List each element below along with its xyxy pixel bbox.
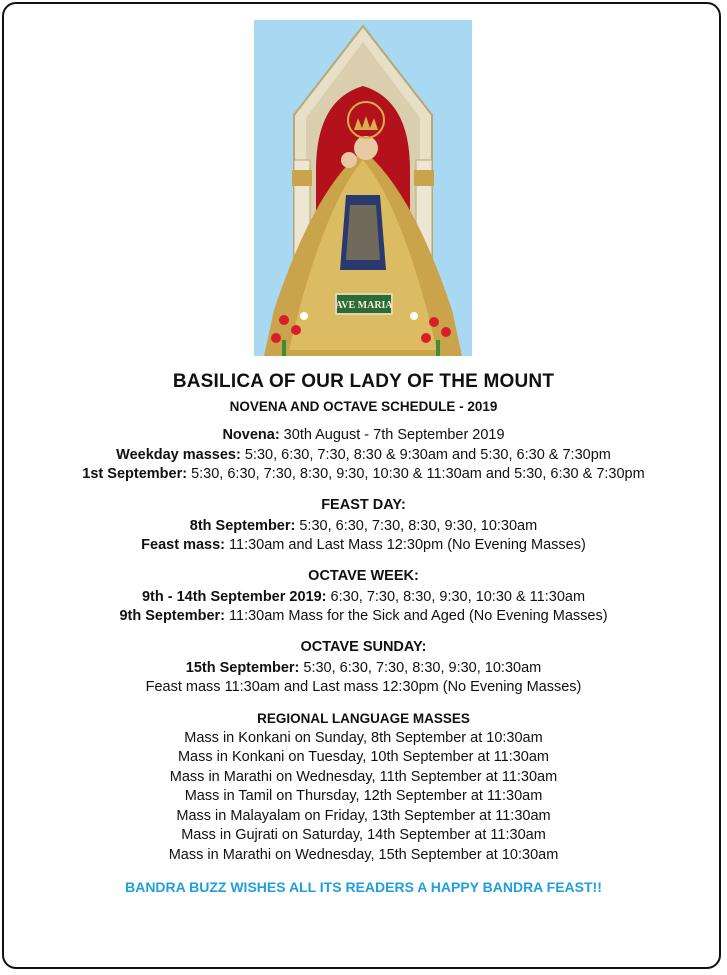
octave-sunday-line bbox=[0, 659, 727, 679]
statue-photo bbox=[254, 20, 472, 356]
feast-day-line bbox=[0, 517, 727, 537]
octave-week-heading: OCTAVE WEEK: bbox=[308, 567, 419, 584]
octave-sunday-section bbox=[0, 638, 727, 698]
regional-item: Mass in Marathi on Wednesday, 15th September at 10:30am bbox=[168, 846, 559, 863]
octave-week-label: 9th - 14th September 2019: bbox=[141, 588, 327, 605]
first-september-value: 5:30, 6:30, 7:30, 8:30, 9:30, 10:30 & 11:30am and 5:30, 6:30 & 7:30pm bbox=[187, 466, 645, 482]
feast-mass-line bbox=[0, 536, 727, 556]
sick-aged-line bbox=[0, 607, 727, 627]
feast-day-value: 5:30, 6:30, 7:30, 8:30, 9:30, 10:30am bbox=[295, 517, 538, 534]
footer-message: BANDRA BUZZ WISHES ALL ITS READERS A HAPPY BANDRA FEAST!! bbox=[125, 879, 602, 895]
feast-day-heading: FEAST DAY: bbox=[321, 496, 406, 513]
feast-mass-label: Feast mass: bbox=[141, 537, 225, 553]
our-lady-statue-image bbox=[254, 20, 472, 356]
novena-section bbox=[0, 426, 727, 485]
regional-item: Mass in Konkani on Sunday, 8th September at 10:30am bbox=[184, 729, 543, 746]
regional-item: Mass in Marathi on Wednesday, 11th September at 11:30am bbox=[169, 768, 558, 785]
regional-heading: REGIONAL LANGUAGE MASSES bbox=[257, 710, 470, 726]
feast-day-section bbox=[0, 496, 727, 556]
regional-item: Mass in Malayalam on Friday, 13th September at 11:30am bbox=[176, 807, 551, 824]
octave-sunday-note: Feast mass 11:30am and Last mass 12:30pm (No Evening Masses) bbox=[145, 679, 582, 695]
schedule-content bbox=[0, 370, 727, 911]
regional-item: Mass in Konkani on Tuesday, 10th September at 11:30am bbox=[177, 749, 550, 765]
octave-sunday-value: 5:30, 6:30, 7:30, 8:30, 9:30, 10:30am bbox=[299, 659, 542, 676]
octave-week-section bbox=[0, 567, 727, 627]
regional-item: Mass in Gujrati on Saturday, 14th September at 11:30am bbox=[181, 827, 546, 843]
weekday-masses-value: 5:30, 6:30, 7:30, 8:30 & 9:30am and 5:30, 6:30 & 7:30pm bbox=[240, 446, 611, 463]
feast-mass-value: 11:30am and Last Mass 12:30pm (No Evening Masses) bbox=[225, 537, 586, 553]
first-september-label: 1st September: bbox=[82, 466, 188, 482]
page-title: BASILICA OF OUR LADY OF THE MOUNT bbox=[172, 371, 555, 392]
regional-item: Mass in Tamil on Thursday, 12th September at 11:30am bbox=[184, 788, 543, 804]
first-september-line bbox=[0, 465, 727, 485]
novena-line bbox=[0, 426, 727, 446]
novena-value: 30th August - 7th September 2019 bbox=[279, 427, 505, 443]
sick-aged-label: 9th September: bbox=[119, 608, 225, 624]
sick-aged-value: 11:30am Mass for the Sick and Aged (No Evening Masses) bbox=[225, 608, 608, 624]
weekday-masses-line bbox=[0, 446, 727, 466]
weekday-masses-label: Weekday masses: bbox=[116, 446, 241, 463]
regional-section bbox=[0, 709, 727, 866]
octave-week-value: 6:30, 7:30, 8:30, 9:30, 10:30 & 11:30am bbox=[326, 588, 586, 605]
octave-sunday-heading: OCTAVE SUNDAY: bbox=[300, 638, 427, 655]
novena-label: Novena: bbox=[222, 427, 280, 443]
page-subtitle: NOVENA AND OCTAVE SCHEDULE - 2019 bbox=[229, 399, 498, 414]
ave-maria-plaque: AVE MARIA bbox=[335, 300, 393, 311]
octave-week-line bbox=[0, 588, 727, 608]
octave-sunday-label: 15th September: bbox=[185, 659, 300, 676]
feast-day-label: 8th September: bbox=[189, 517, 296, 534]
